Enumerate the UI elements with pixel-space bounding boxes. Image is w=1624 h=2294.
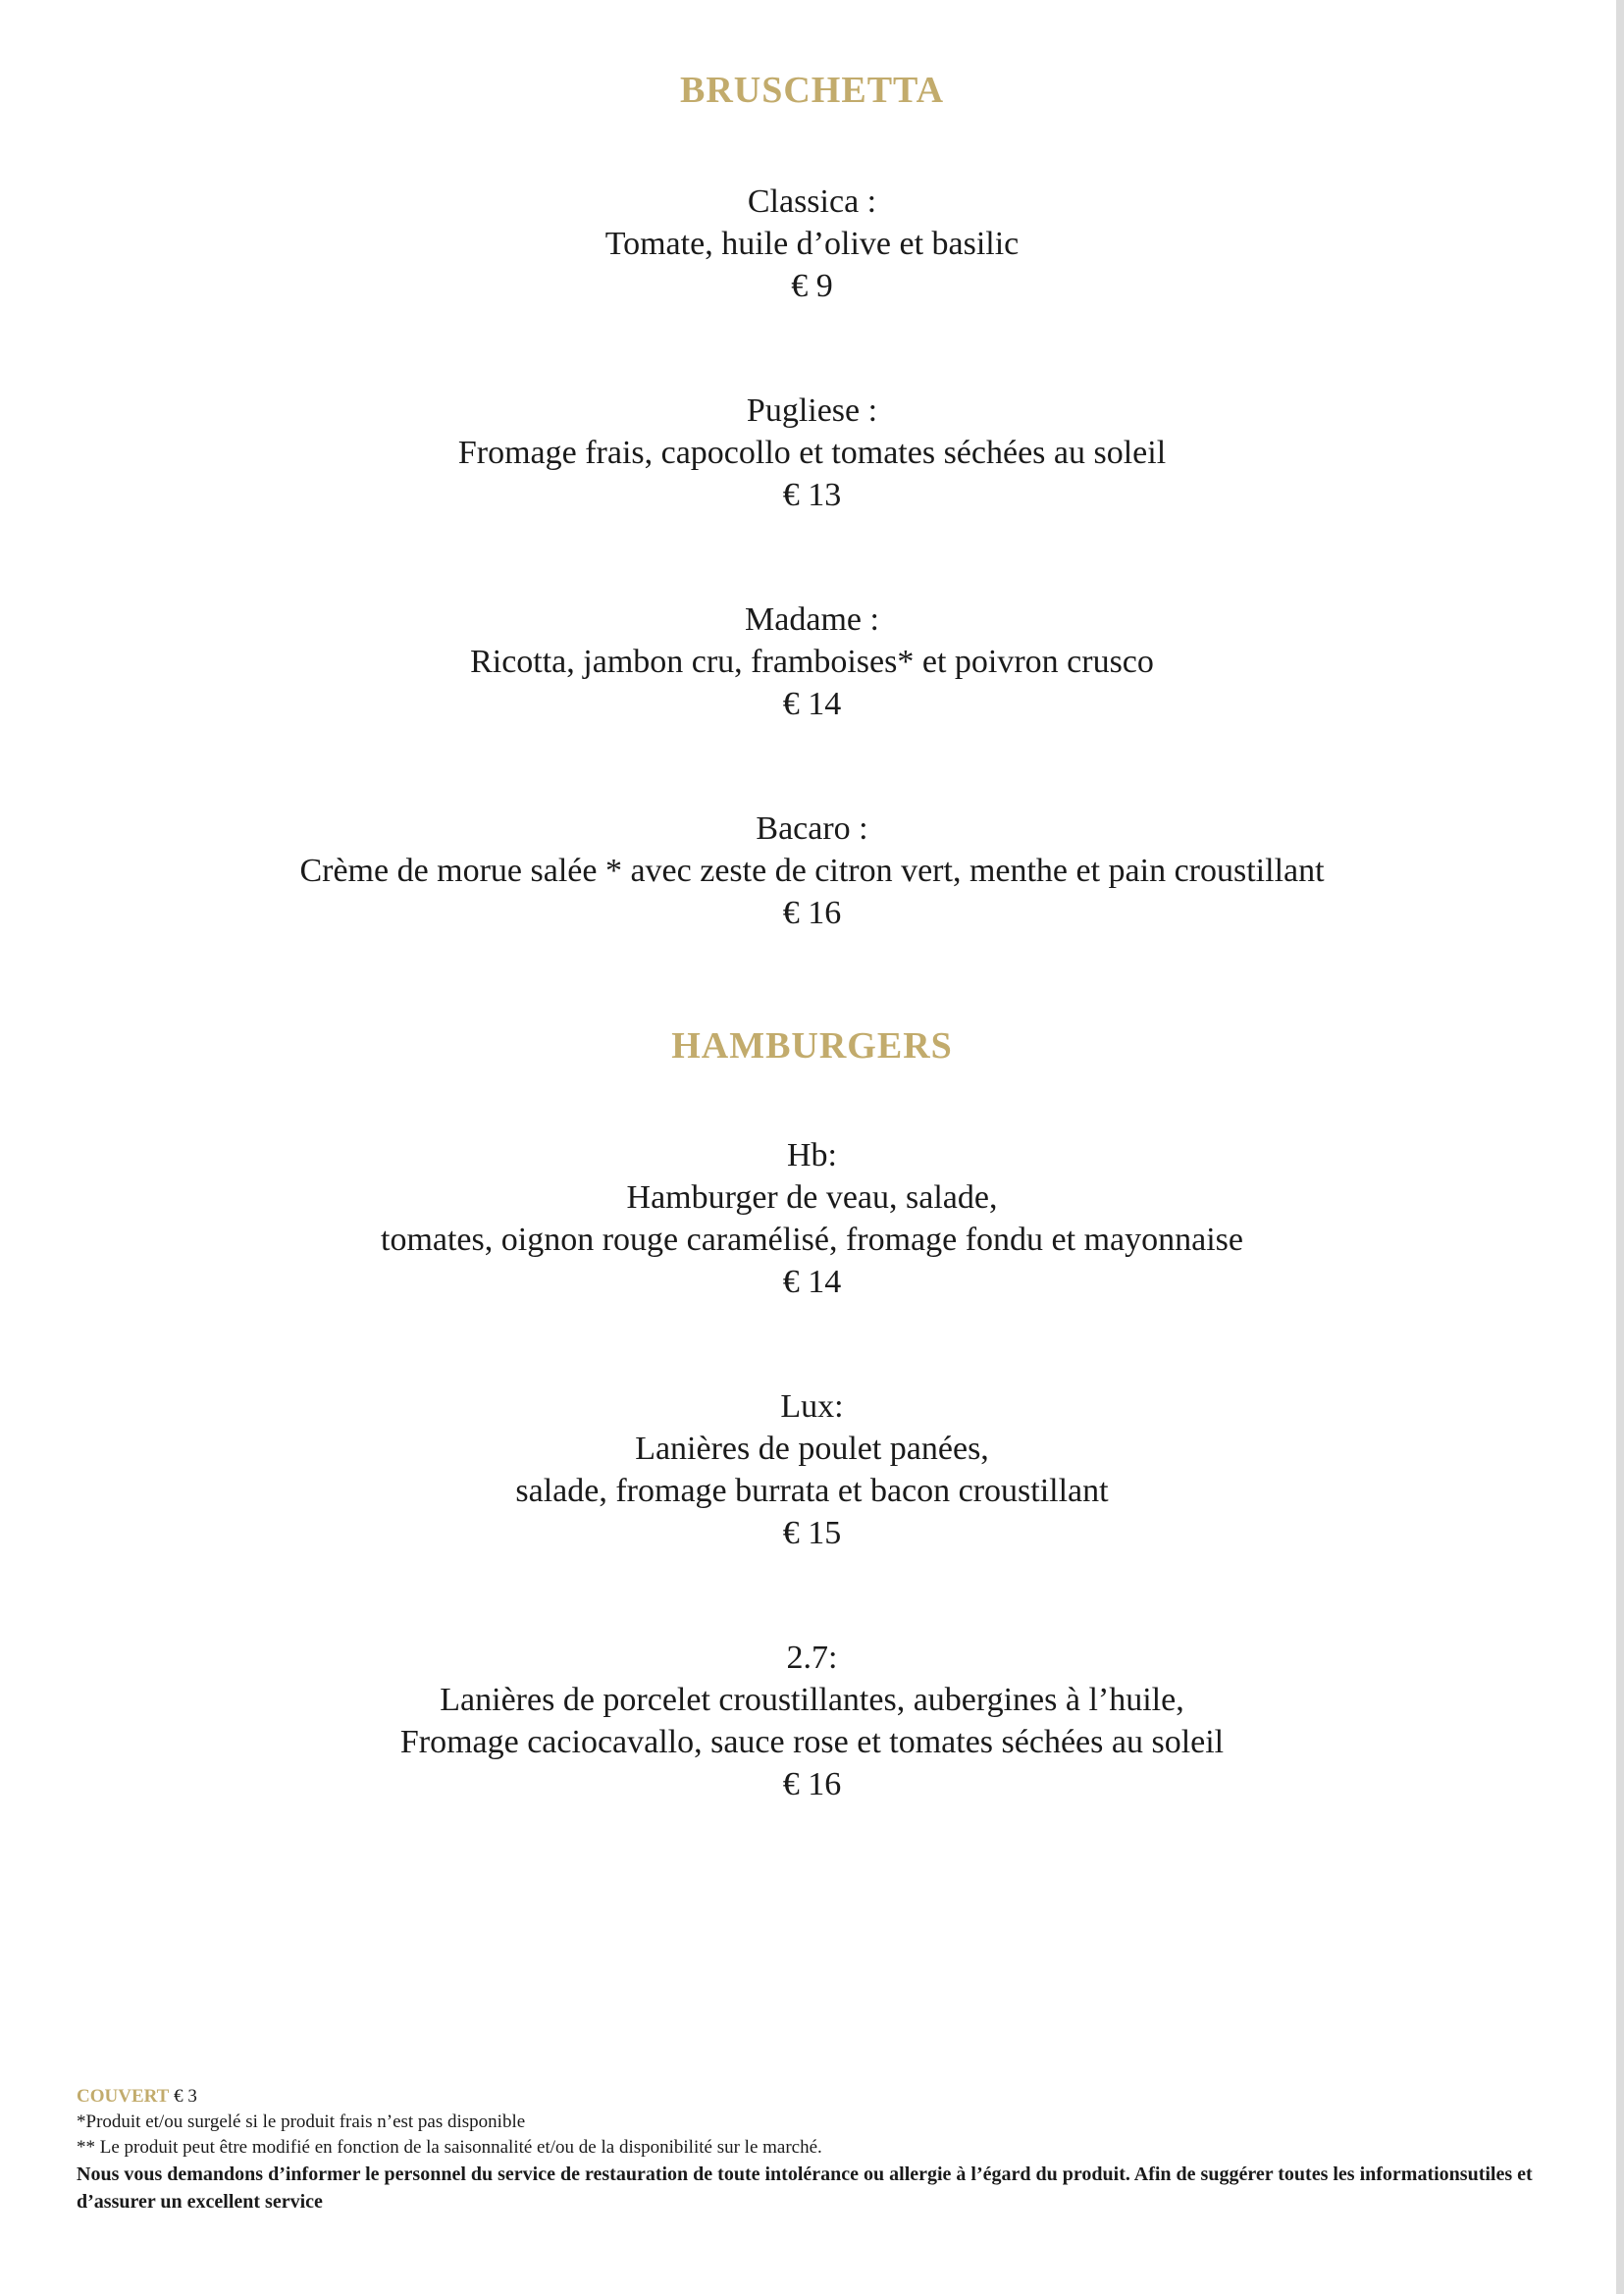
item-name: 2.7: bbox=[786, 1640, 838, 1676]
couvert-price: € 3 bbox=[174, 2086, 197, 2107]
item-name: Classica : bbox=[747, 183, 877, 220]
item-price: € 14 bbox=[782, 1264, 842, 1300]
menu-item-2-7 bbox=[0, 1637, 1624, 1805]
seasonality-note: ** Le produit peut être modifié en fonction de la saisonnalité et/ou de la disponibilité sur le marché. bbox=[77, 2137, 822, 2158]
menu-item-pugliese bbox=[0, 390, 1624, 516]
menu-content bbox=[0, 61, 1624, 1805]
item-name: Hb: bbox=[787, 1137, 837, 1173]
item-name: Madame : bbox=[745, 601, 879, 638]
item-description: salade, fromage burrata et bacon croustillant bbox=[515, 1473, 1109, 1509]
item-description: Fromage frais, capocollo et tomates séchées au soleil bbox=[457, 435, 1167, 471]
menu-footer bbox=[77, 2084, 1558, 2216]
menu-item-classica bbox=[0, 181, 1624, 307]
menu-item-lux bbox=[0, 1385, 1624, 1554]
menu-item-bacaro bbox=[0, 808, 1624, 934]
item-description: tomates, oignon rouge caramélisé, fromage fondu et mayonnaise bbox=[381, 1222, 1243, 1258]
item-price: € 16 bbox=[782, 1766, 842, 1802]
item-price: € 15 bbox=[782, 1515, 842, 1551]
frozen-note: *Produit et/ou surgelé si le produit frais n’est pas disponible bbox=[77, 2112, 526, 2132]
item-description: Crème de morue salée * avec zeste de citron vert, menthe et pain croustillant bbox=[299, 853, 1325, 889]
section-title-hamburgers: HAMBURGERS bbox=[671, 1025, 953, 1067]
item-description: Ricotta, jambon cru, framboises* et poivron crusco bbox=[470, 644, 1154, 680]
item-description: Lanières de porcelet croustillantes, aubergines à l’huile, bbox=[440, 1682, 1184, 1718]
item-price: € 14 bbox=[782, 686, 842, 722]
item-description: Hamburger de veau, salade, bbox=[626, 1179, 998, 1216]
allergy-notice: Nous vous demandons d’informer le personnel du service de restauration de toute intolérance ou allergie à l’égard du produit. Afin de suggérer toutes les informationsutiles et d’assurer un excellent service bbox=[77, 2164, 1533, 2213]
item-price: € 16 bbox=[782, 895, 842, 931]
item-description: Tomate, huile d’olive et basilic bbox=[604, 226, 1020, 262]
couvert-line bbox=[77, 2084, 1558, 2110]
item-price: € 13 bbox=[782, 477, 842, 513]
item-name: Bacaro : bbox=[756, 810, 868, 847]
item-name: Pugliese : bbox=[746, 392, 878, 429]
item-description: Fromage caciocavallo, sauce rose et tomates séchées au soleil bbox=[399, 1724, 1225, 1760]
item-description: Lanières de poulet panées, bbox=[635, 1431, 989, 1467]
item-price: € 9 bbox=[791, 268, 833, 304]
menu-item-madame bbox=[0, 599, 1624, 725]
item-name: Lux: bbox=[780, 1388, 844, 1425]
couvert-label: COUVERT bbox=[77, 2086, 170, 2107]
section-title-bruschetta: BRUSCHETTA bbox=[679, 70, 945, 111]
menu-item-hb bbox=[0, 1134, 1624, 1303]
